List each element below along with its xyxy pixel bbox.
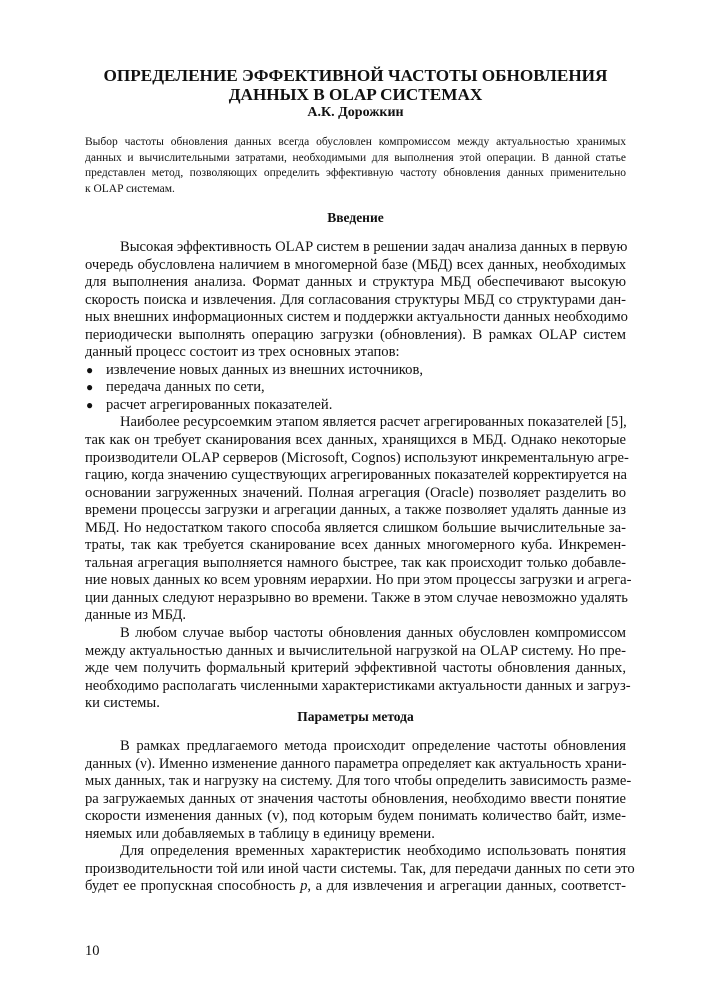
text-line: няемых или добавляемых в таблицу в единицу времени. bbox=[85, 825, 435, 842]
abstract-line: данных и вычислительными затратами, необходимыми для выполнения этой операции. В данной статье bbox=[85, 151, 626, 164]
text-line: траты, так как требуется сканирование всех данных многомерного куба. Инкремен- bbox=[85, 537, 626, 554]
text-line: тальная агрегация выполняется намного быстрее, так как происходит только добавле- bbox=[85, 554, 626, 571]
text-line: необходимо располагать численными характеристиками актуальности данных и загруз- bbox=[85, 677, 631, 694]
bullet-icon: ● bbox=[86, 362, 94, 377]
bullet-text: извлечение новых данных из внешних источников, bbox=[106, 361, 423, 378]
abstract bbox=[85, 135, 626, 197]
variable-p: p bbox=[300, 878, 308, 895]
text-line: Для определения временных характеристик необходимо использовать понятия bbox=[120, 843, 626, 860]
text-line: производители OLAP серверов (Microsoft, Cognos) используют инкрементальную агре- bbox=[85, 449, 629, 466]
text-line: гацию, когда значению существующих агрегированных показателей корректируется на bbox=[85, 467, 628, 484]
bullet-icon: ● bbox=[86, 397, 94, 412]
text-line: очередь обусловлена наличием в многомерной базе (МБД) всех данных, необходимых bbox=[85, 256, 626, 273]
text-line: времени процессы загрузки и агрегации данных, а также позволяет удалять данные из bbox=[85, 502, 626, 519]
text-line: периодически выполнять операцию загрузки (обновления). В рамках OLAP систем bbox=[85, 326, 626, 343]
abstract-line: представлен метод, позволяющих определить эффективную частоту обновления данных применительно bbox=[85, 167, 626, 179]
bullet-text: передача данных по сети, bbox=[106, 379, 265, 396]
bullet-text: расчет агрегированных показателей. bbox=[106, 396, 333, 413]
text-line: скорости изменения данных (v), под которым будем понимать количество байт, изме- bbox=[85, 808, 626, 825]
text-line: В любом случае выбор частоты обновления данных обусловлен компромиссом bbox=[120, 625, 626, 642]
paper-title bbox=[85, 66, 626, 104]
text-line: данный процесс состоит из трех основных этапов: bbox=[85, 344, 400, 361]
bullet-icon: ● bbox=[86, 380, 94, 395]
text-line: ние новых данных ко всем уровням иерархии. Но при этом процессы загрузки и агрега- bbox=[85, 572, 632, 589]
section-heading-method-parameters: Параметры метода bbox=[297, 709, 414, 724]
text-line: Наиболее ресурсоемким этапом является расчет агрегированных показателей [5], bbox=[120, 414, 627, 431]
section-heading-introduction: Введение bbox=[327, 210, 384, 225]
text-line: данных (ν). Именно изменение данного параметра определяет как актуальность храни- bbox=[85, 755, 627, 772]
text-line: так как он требует сканирования всех данных, хранящихся в МБД. Однако некоторые bbox=[85, 432, 626, 449]
author-name: А.К. Дорожкин bbox=[307, 105, 404, 120]
page-number: 10 bbox=[85, 943, 100, 959]
text-fragment: будет ее пропускная способность bbox=[85, 878, 301, 895]
text-line: скорость поиска и извлечения. Для согласования структуры МБД со структурами дан- bbox=[85, 291, 626, 308]
bullet-item bbox=[85, 362, 626, 380]
text-line: производительности той или иной части системы. Так, для передачи данных по сети это bbox=[85, 860, 635, 877]
text-line: ции данных следуют неразрывно во времени. Также в этом случае невозможно удалять bbox=[85, 589, 628, 606]
bullet-item bbox=[85, 397, 626, 415]
text-line: ных внешних информационных систем и поддержки актуальности данных необходимо bbox=[85, 309, 628, 326]
text-fragment: , а для извлечения и агрегации данных, соответст- bbox=[307, 878, 626, 895]
abstract-line: к OLAP системам. bbox=[85, 182, 175, 195]
text-line: Высокая эффективность OLAP систем в решении задач анализа данных в первую bbox=[120, 239, 628, 255]
intro-paragraph-1 bbox=[85, 239, 632, 713]
title-line: ДАННЫХ В OLAP СИСТЕМАХ bbox=[228, 85, 483, 104]
text-line: данные из МБД. bbox=[85, 607, 187, 624]
text-line: между актуальностью данных и вычислительной нагрузкой на OLAP систему. Но пре- bbox=[85, 642, 626, 659]
text-line: ки системы. bbox=[85, 695, 160, 712]
title-line: ОПРЕДЕЛЕНИЕ ЭФФЕКТИВНОЙ ЧАСТОТЫ ОБНОВЛЕНИЯ bbox=[103, 66, 608, 85]
bullet-item bbox=[85, 379, 626, 397]
abstract-line: Выбор частоты обновления данных всегда обусловлен компромиссом между актуальностью хранимых bbox=[85, 136, 626, 148]
text-line: жде чем получить формальный критерий эффективной частоты обновления данных, bbox=[85, 660, 626, 677]
text-line: основании загруженных значений. Полная агрегация (Oracle) позволяет разделить во bbox=[85, 484, 626, 501]
text-line bbox=[85, 878, 626, 896]
text-line: ра загружаемых данных от значения частоты обновления, необходимо ввести понятие bbox=[85, 790, 626, 807]
text-line: МБД. Но недостатком такого способа является слишком большие вычислительные за- bbox=[85, 519, 626, 536]
text-line: В рамках предлагаемого метода происходит определение частоты обновления bbox=[120, 738, 626, 754]
text-line: мых данных, так и нагрузку на систему. Для того чтобы определить зависимость разме- bbox=[85, 773, 632, 790]
method-paragraph bbox=[85, 738, 635, 896]
text-line: для выполнения анализа. Формат данных и структура МБД обеспечивают высокую bbox=[85, 274, 626, 291]
